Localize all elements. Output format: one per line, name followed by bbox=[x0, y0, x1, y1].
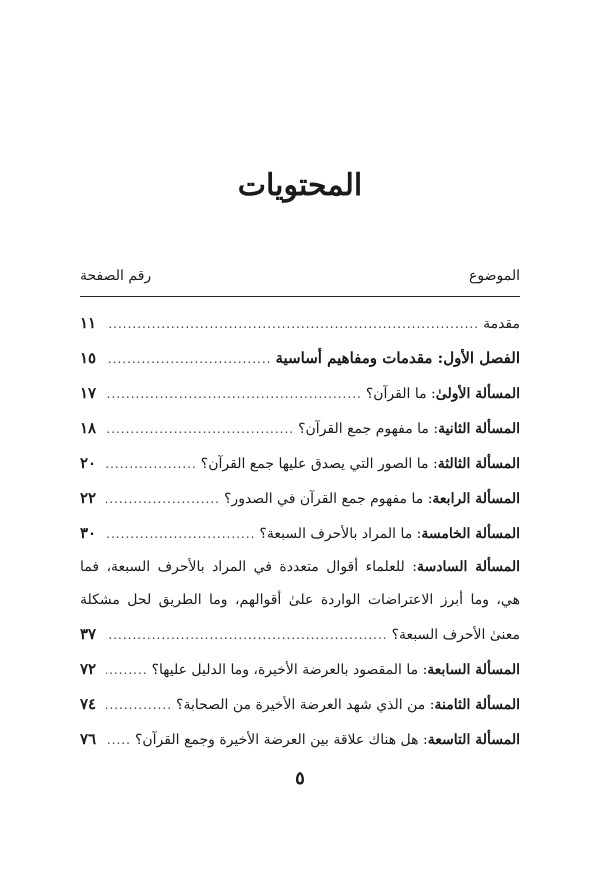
leader-dots bbox=[106, 688, 172, 723]
leader-dots bbox=[106, 653, 148, 688]
toc-entry-question-4[interactable]: المسألة الرابعة: ما مفهوم جمع القرآن في الصدور؟ ..... ٢٢ bbox=[80, 481, 520, 516]
page-title: المحتويات bbox=[237, 168, 363, 203]
leader-dots bbox=[106, 723, 131, 758]
entry-page: ٢٢ bbox=[80, 489, 97, 507]
entry-page: ٧٢ bbox=[80, 660, 97, 678]
entry-page: ١١ bbox=[80, 314, 97, 332]
toc-entry-question-6[interactable]: المسألة السادسة: للعلماء أقوال متعددة في المراد بالأحرف السبعة، فما هي، وما أبرز الاعتراضات الواردة علىٰ أقوالهم، وما الطريق لحل مشكلة bbox=[80, 559, 520, 608]
toc-header bbox=[80, 268, 520, 284]
entry-page: ٢٠ bbox=[80, 454, 97, 472]
toc-entry-question-9[interactable]: المسألة التاسعة: هل هناك علاقة بين العرضة الأخيرة وجمع القرآن؟ ..... ٧٦ bbox=[80, 722, 520, 757]
entry-page: ٧٦ bbox=[80, 730, 97, 748]
leader-dots bbox=[106, 412, 294, 447]
entry-page: ١٧ bbox=[80, 384, 97, 402]
toc-entry-question-6-end[interactable]: معنىٰ الأحرف السبعة؟ ..... ٣٧ bbox=[80, 617, 520, 652]
leader-dots bbox=[106, 447, 197, 482]
entry-page: ١٨ bbox=[80, 419, 97, 437]
toc-entry-question-7[interactable]: المسألة السابعة: ما المقصود بالعرضة الأخيرة، وما الدليل عليها؟ ..... ٧٢ bbox=[80, 652, 520, 687]
toc-entry-question-2[interactable]: المسألة الثانية: ما مفهوم جمع القرآن؟ ..... ١٨ bbox=[80, 411, 520, 446]
header-rule bbox=[80, 296, 520, 297]
leader-dots bbox=[106, 618, 388, 653]
page-number: ٥ bbox=[295, 768, 305, 789]
toc-entry-question-1[interactable]: المسألة الأولىٰ: ما القرآن؟ ..... ١٧ bbox=[80, 376, 520, 411]
page-number-header: رقم الصفحة bbox=[80, 268, 152, 284]
toc-entry-question-5[interactable]: المسألة الخامسة: ما المراد بالأحرف السبعة؟ ..... ٣٠ bbox=[80, 516, 520, 551]
topic-header: الموضوع bbox=[469, 268, 520, 284]
entry-page: ٣٧ bbox=[80, 625, 97, 643]
toc-entry-question-8[interactable]: المسألة الثامنة: من الذي شهد العرضة الأخيرة من الصحابة؟ ..... ٧٤ bbox=[80, 687, 520, 722]
leader-dots bbox=[106, 482, 220, 517]
leader-dots bbox=[106, 342, 271, 377]
toc-entry-question-3[interactable]: المسألة الثالثة: ما الصور التي يصدق عليها جمع القرآن؟ ..... ٢٠ bbox=[80, 446, 520, 481]
leader-dots bbox=[106, 517, 255, 552]
entry-page: ٣٠ bbox=[80, 524, 97, 542]
toc-entry-chapter-1[interactable]: الفصل الأول: مقدمات ومفاهيم أساسية ..... ١٥ bbox=[80, 341, 520, 376]
leader-dots bbox=[106, 307, 479, 342]
leader-dots bbox=[106, 377, 362, 412]
table-of-contents bbox=[80, 306, 520, 757]
toc-entry-intro[interactable]: مقدمة ..... ١١ bbox=[80, 306, 520, 341]
entry-page: ٧٤ bbox=[80, 695, 97, 713]
entry-page: ١٥ bbox=[80, 349, 97, 367]
